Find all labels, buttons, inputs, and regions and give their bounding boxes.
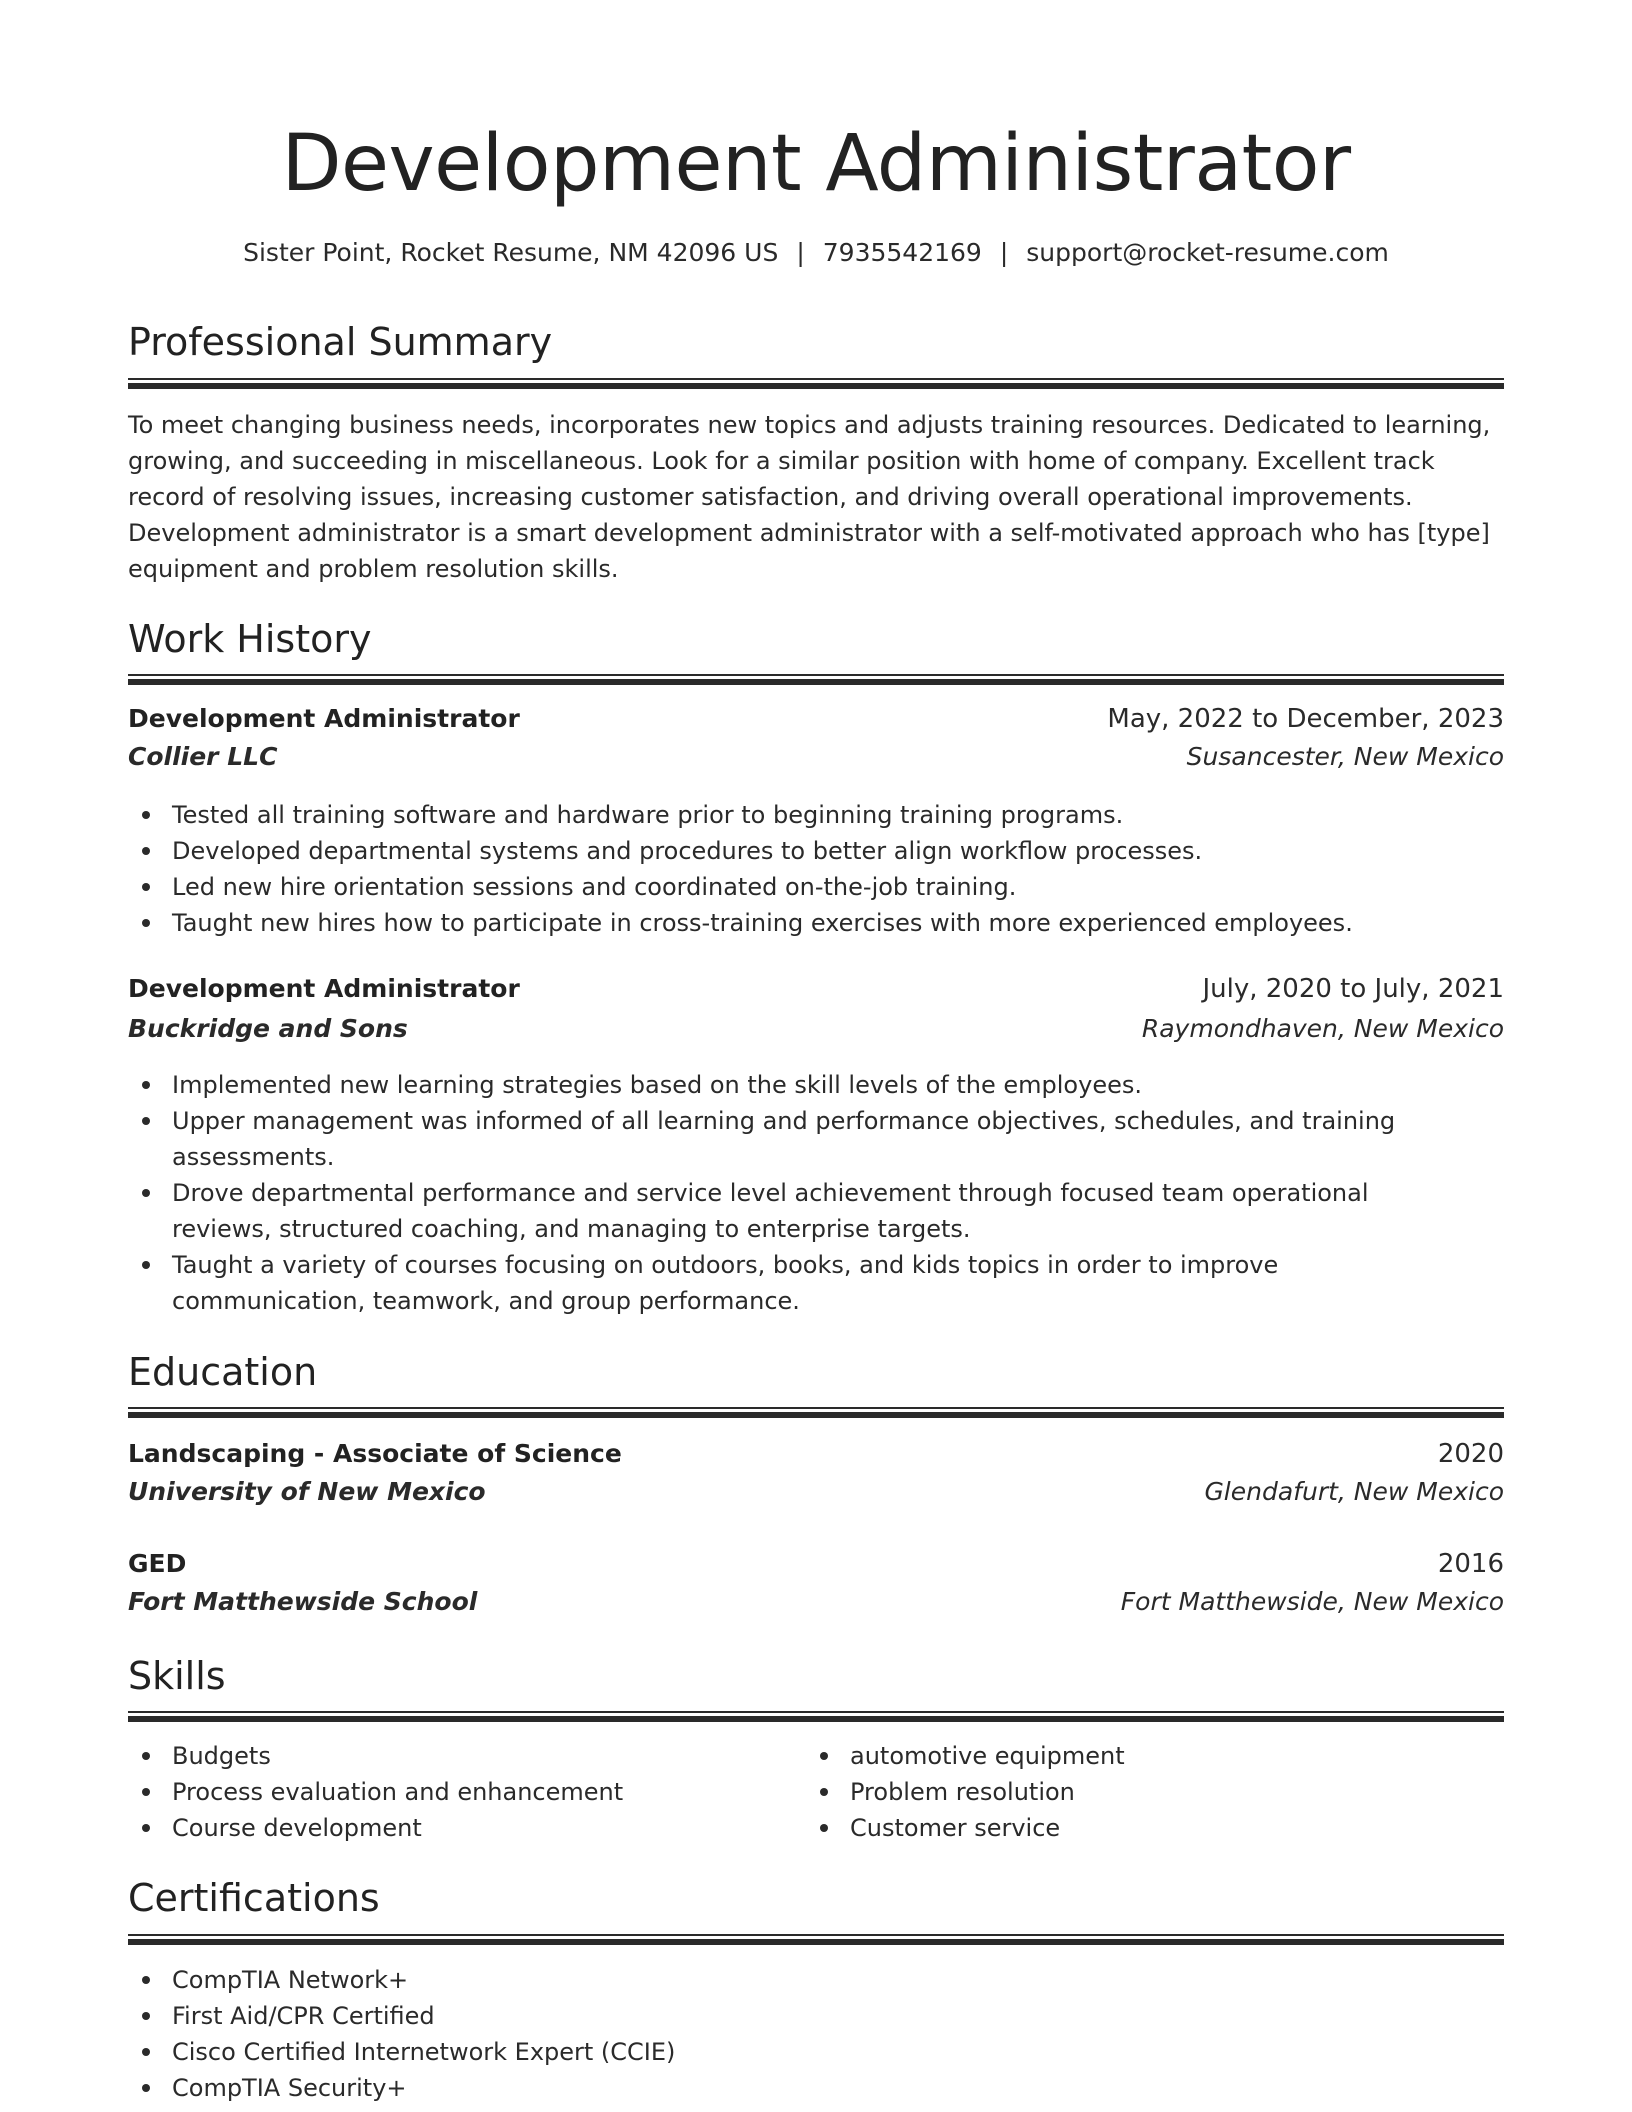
contact-phone: 7935542169 xyxy=(822,238,982,267)
job-bullets xyxy=(128,797,1504,941)
section-title-skills: Skills xyxy=(128,1654,226,1698)
list-item: Implemented new learning strategies based on the skill levels of the employees. xyxy=(128,1067,1428,1103)
certifications-list xyxy=(128,1962,1504,2106)
job-company-row xyxy=(128,742,1504,778)
list-item: Taught new hires how to participate in cross-training exercises with more experienced employees. xyxy=(128,905,1504,941)
section-title-certifications: Certifications xyxy=(128,1876,380,1920)
job-header-row xyxy=(128,704,1504,740)
education-school-row xyxy=(128,1477,1504,1513)
section-title-summary: Professional Summary xyxy=(128,320,553,364)
list-item: CompTIA Security+ xyxy=(128,2070,1504,2106)
list-item: Tested all training software and hardware prior to beginning training programs. xyxy=(128,797,1504,833)
job-company: Collier LLC xyxy=(128,742,278,771)
section-title-education: Education xyxy=(128,1350,318,1394)
list-item: automotive equipment xyxy=(806,1738,1466,1774)
job-company: Buckridge and Sons xyxy=(128,1014,408,1043)
section-divider xyxy=(128,1711,1504,1722)
section-divider xyxy=(128,378,1504,389)
job-dates: July, 2020 to July, 2021 xyxy=(1202,974,1504,1004)
job-dates: May, 2022 to December, 2023 xyxy=(1107,704,1504,734)
section-divider xyxy=(128,1934,1504,1945)
section-divider xyxy=(128,674,1504,685)
list-item: Upper management was informed of all learning and performance objectives, schedules, and training assessments. xyxy=(128,1103,1428,1175)
job-title: Development Administrator xyxy=(128,704,520,733)
contact-line xyxy=(128,238,1504,267)
list-item: Problem resolution xyxy=(806,1774,1466,1810)
contact-separator: | xyxy=(999,238,1009,267)
education-school-row xyxy=(128,1587,1504,1623)
education-degree: Landscaping - Associate of Science xyxy=(128,1439,622,1468)
section-divider xyxy=(128,1407,1504,1418)
resume-name: Development Administrator xyxy=(281,119,1351,209)
list-item: CompTIA Network+ xyxy=(128,1962,1504,1998)
education-location: Glendafurt, New Mexico xyxy=(1204,1477,1504,1506)
job-location: Raymondhaven, New Mexico xyxy=(1141,1014,1504,1043)
skills-list-left xyxy=(128,1738,788,1846)
education-header-row xyxy=(128,1549,1504,1585)
contact-email[interactable]: support@rocket-resume.com xyxy=(1026,238,1389,267)
summary-text: To meet changing business needs, incorporates new topics and adjusts training resources. Dedicated to learning, growing, and succeeding in miscellaneous. Look for a similar position with home of company. Excellent track record of resolving issues, increasing customer satisfaction, and driving overall operational improvements. Development administrator is a smart development administrator with a self-motivated approach who has [type] equipment and problem resolution skills. xyxy=(128,411,1491,583)
list-item: Budgets xyxy=(128,1738,788,1774)
list-item: Developed departmental systems and procedures to better align workflow processes. xyxy=(128,833,1504,869)
education-school: University of New Mexico xyxy=(128,1477,486,1506)
education-location: Fort Matthewside, New Mexico xyxy=(1120,1587,1504,1616)
list-item: First Aid/CPR Certified xyxy=(128,1998,1504,2034)
contact-separator: | xyxy=(796,238,805,267)
list-item: Cisco Certified Internetwork Expert (CCIE) xyxy=(128,2034,1504,2070)
job-title: Development Administrator xyxy=(128,974,520,1003)
section-title-work-history: Work History xyxy=(128,617,372,661)
contact-address: Sister Point, Rocket Resume, NM 42096 US xyxy=(243,238,779,267)
education-header-row xyxy=(128,1439,1504,1475)
list-item: Led new hire orientation sessions and coordinated on-the-job training. xyxy=(128,869,1504,905)
job-company-row xyxy=(128,1014,1504,1050)
list-item: Taught a variety of courses focusing on outdoors, books, and kids topics in order to improve communication, teamwork, and group performance. xyxy=(128,1247,1428,1319)
job-header-row xyxy=(128,974,1504,1010)
job-location: Susancester, New Mexico xyxy=(1186,742,1504,771)
list-item: Process evaluation and enhancement xyxy=(128,1774,788,1810)
education-year: 2020 xyxy=(1437,1439,1504,1469)
education-degree: GED xyxy=(128,1549,187,1578)
skills-list-right xyxy=(806,1738,1466,1846)
job-bullets xyxy=(128,1067,1428,1319)
list-item: Drove departmental performance and service level achievement through focused team operational reviews, structured coaching, and managing to enterprise targets. xyxy=(128,1175,1428,1247)
list-item: Course development xyxy=(128,1810,788,1846)
education-school: Fort Matthewside School xyxy=(128,1587,478,1616)
education-year: 2016 xyxy=(1437,1549,1504,1579)
list-item: Customer service xyxy=(806,1810,1466,1846)
